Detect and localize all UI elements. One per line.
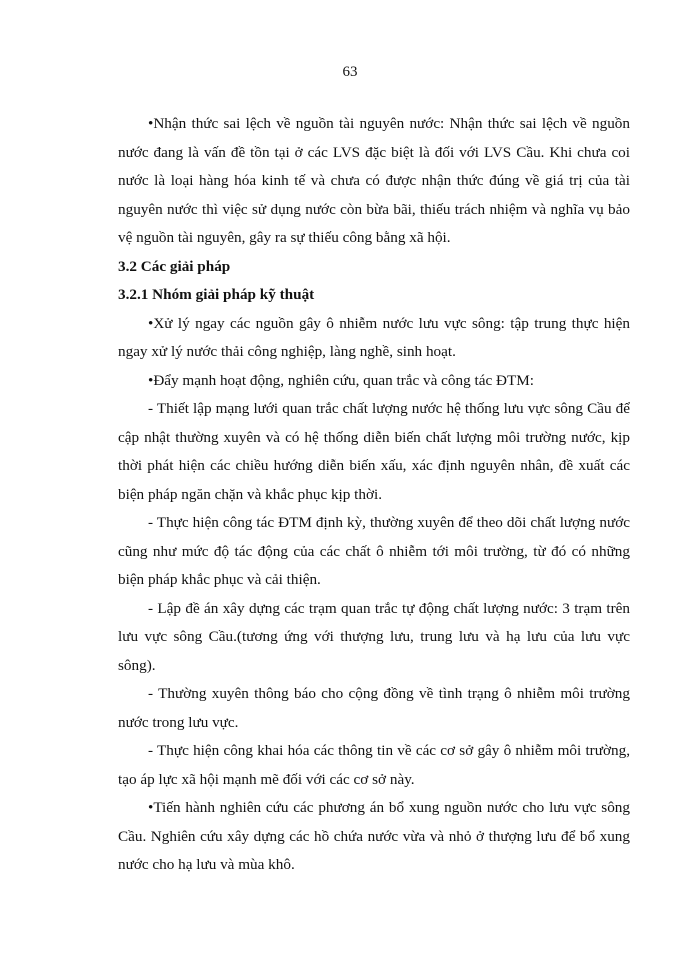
document-body — [118, 110, 630, 880]
paragraph-water-supplement: •Tiến hành nghiên cứu các phương án bổ xung nguồn nước cho lưu vực sông Cầu. Nghiên cứu xây dựng các hồ chứa nước vừa và nhỏ ở thượng lưu để bổ xung nước cho hạ lưu và mùa khô. — [118, 799, 630, 873]
subsection-heading-technical: 3.2.1 Nhóm giải pháp kỹ thuật — [118, 286, 315, 303]
paragraph-periodic-eia: - Thực hiện công tác ĐTM định kỳ, thường xuyên để theo dõi chất lượng nước cũng như mức độ tác động của các chất ô nhiễm tới môi trường, từ đó có những biện pháp khắc phục và cải thiện. — [118, 514, 630, 588]
paragraph-automatic-stations: - Lập đề án xây dựng các trạm quan trắc tự động chất lượng nước: 3 trạm trên lưu vực sông Cầu.(tương ứng với thượng lưu, trung lưu và hạ lưu của lưu vực sông). — [118, 599, 630, 674]
paragraph-public-disclosure: - Thực hiện công khai hóa các thông tin về các cơ sở gây ô nhiễm môi trường, tạo áp lực xã hội mạnh mẽ đối với các cơ sở này. — [118, 742, 630, 788]
section-heading-solutions: 3.2 Các giải pháp — [118, 257, 231, 275]
page-number: 63 — [342, 64, 358, 80]
paragraph-research-monitoring: •Đẩy mạnh hoạt động, nghiên cứu, quan trắc và công tác ĐTM: — [148, 371, 534, 389]
paragraph-pollution-treatment: •Xử lý ngay các nguồn gây ô nhiễm nước lưu vực sông: tập trung thực hiện ngay xử lý nước thải công nghiệp, làng nghề, sinh hoạt. — [118, 314, 630, 360]
paragraph-water-awareness: •Nhận thức sai lệch về nguồn tài nguyên nước: Nhận thức sai lệch về nguồn nước đang là vấn đề tồn tại ở các LVS đặc biệt là đối với LVS Cầu. Khi chưa coi nước là loại hàng hóa kinh tế và chưa có được nhận thức đúng về giá trị của tài nguyên nước thì việc sử dụng nước còn bừa bãi, thiếu trách nhiệm và nghĩa vụ bảo vệ nguồn tài nguyên, gây ra sự thiếu công bằng xã hội. — [118, 115, 630, 246]
paragraph-monitoring-network: - Thiết lập mạng lưới quan trắc chất lượng nước hệ thống lưu vực sông Cầu để cập nhật thường xuyên và có hệ thống diễn biến chất lượng môi trường nước, kịp thời phát hiện các chiều hướng diễn biến xấu, xác định nguyên nhân, đề xuất các biện pháp ngăn chặn và khắc phục kịp thời. — [118, 400, 630, 503]
paragraph-community-notice: - Thường xuyên thông báo cho cộng đồng về tình trạng ô nhiễm môi trường nước trong lưu vực. — [118, 685, 630, 731]
